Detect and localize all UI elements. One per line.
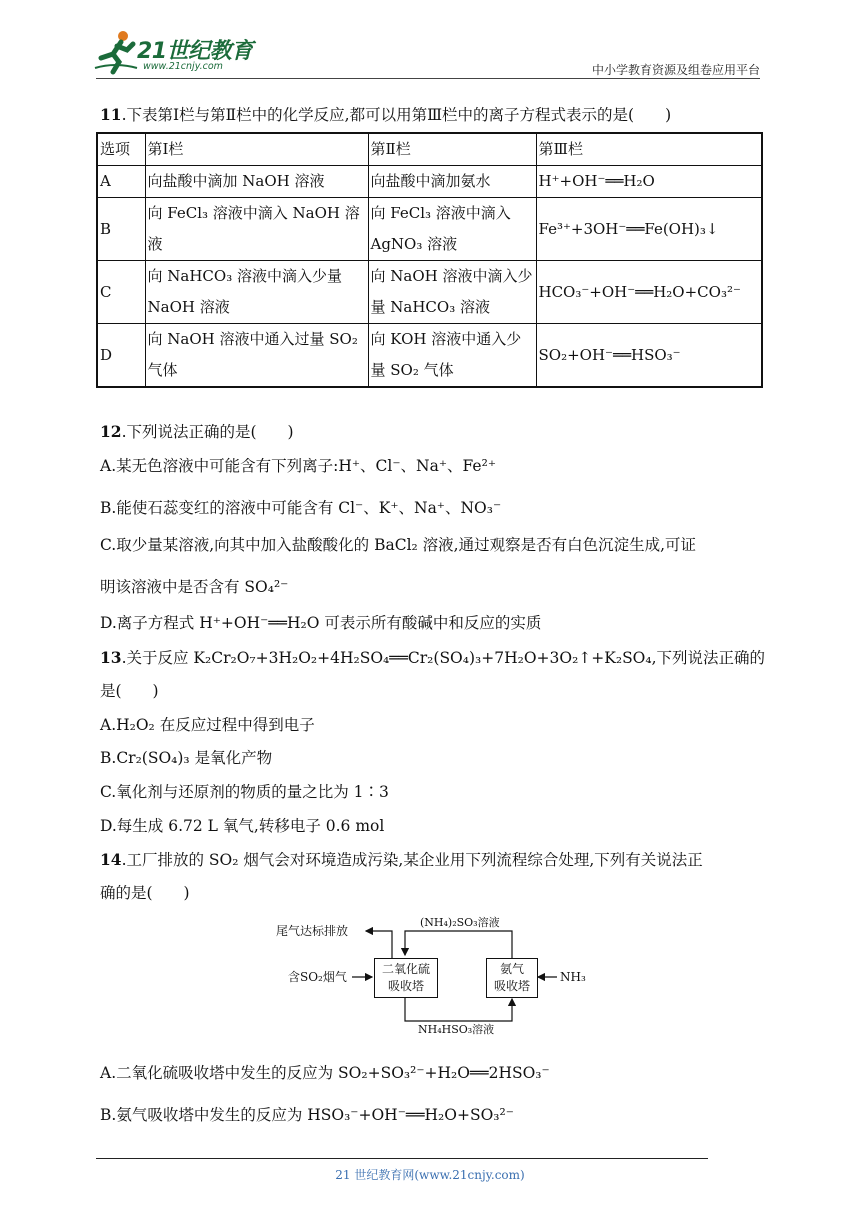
q11-stem-text: .下表第Ⅰ栏与第Ⅱ栏中的化学反应,都可以用第Ⅲ栏中的离子方程式表示的是( ) [121,106,672,124]
col3-cell: H⁺+OH⁻══H₂O [536,166,762,198]
footer-divider [96,1158,708,1159]
q13-stem-text: .关于反应 K₂Cr₂O₇+3H₂O₂+4H₂SO₄══Cr₂(SO₄)₃+7H₂O+3O₂↑+K₂SO₄,下列说法正确的 [121,649,766,667]
option-cell: C [97,261,145,324]
q12-option-d: D.离子方程式 H⁺+OH⁻══H₂O 可表示所有酸碱中和反应的实质 [100,614,542,632]
table-row [97,324,762,388]
box-line: 二氧化硫 [381,962,430,976]
box-line: 吸收塔 [493,979,530,993]
table-row [97,198,762,261]
process-flow-diagram [270,911,590,1037]
q11-number: 11 [100,105,122,124]
header-cell: 第Ⅲ栏 [536,133,762,166]
header-platform-text: 中小学教育资源及组卷应用平台 [591,63,760,77]
q14-stem-line2: 确的是( ) [100,884,190,902]
col1-cell: 向 FeCl₃ 溶液中滴入 NaOH 溶液 [145,198,368,261]
exhaust-label: 尾气达标排放 [276,924,349,938]
nh3-absorber-box [486,958,538,998]
q13-option-d: D.每生成 6.72 L 氧气,转移电子 0.6 mol [100,817,385,835]
q11-stem [100,104,671,126]
option-cell: D [97,324,145,388]
col3-cell: SO₂+OH⁻══HSO₃⁻ [536,324,762,388]
table-row [97,166,762,198]
logo-title: 21世纪教育 [137,39,253,64]
ammonium-bisulfite-label: NH₄HSO₃溶液 [418,1023,495,1036]
q13-option-c: C.氧化剂与还原剂的物质的量之比为 1∶3 [100,783,389,801]
table-header-row [97,133,762,166]
header-divider [96,78,760,79]
runner-logo-icon [93,28,139,76]
col2-cell: 向 FeCl₃ 溶液中滴入 AgNO₃ 溶液 [368,198,536,261]
q13-option-a: A.H₂O₂ 在反应过程中得到电子 [100,716,315,734]
q12-option-c-line1: C.取少量某溶液,向其中加入盐酸酸化的 BaCl₂ 溶液,通过观察是否有白色沉淀生成,可证 [100,536,697,554]
footer-link[interactable]: 21 世纪教育网(www.21cnjy.com) [335,1168,525,1182]
q12-stem [100,421,294,443]
q14-option-a: A.二氧化硫吸收塔中发生的反应为 SO₂+SO₃²⁻+H₂O══2HSO₃⁻ [100,1064,550,1082]
table-row [97,261,762,324]
q14-option-b: B.氨气吸收塔中发生的反应为 HSO₃⁻+OH⁻══H₂O+SO₃²⁻ [100,1106,514,1124]
col1-cell: 向盐酸中滴加 NaOH 溶液 [145,166,368,198]
col2-cell: 向 NaOH 溶液中滴入少量 NaHCO₃ 溶液 [368,261,536,324]
q14-number: 14 [100,850,122,869]
option-cell: A [97,166,145,198]
col3-cell: Fe³⁺+3OH⁻══Fe(OH)₃↓ [536,198,762,261]
col2-cell: 向 KOH 溶液中通入少量 SO₂ 气体 [368,324,536,388]
q13-stem-line1 [100,647,765,669]
box-line: 氨气 [499,962,524,976]
q13-number: 13 [100,648,122,667]
col1-cell: 向 NaOH 溶液中通入过量 SO₂ 气体 [145,324,368,388]
logo-url: www.21cnjy.com [143,61,223,72]
nh3-label: NH₃ [560,970,586,984]
flue-gas-label: 含SO₂烟气 [288,970,347,984]
col2-cell: 向盐酸中滴加氨水 [368,166,536,198]
q12-option-c-line2: 明该溶液中是否含有 SO₄²⁻ [100,578,289,596]
q12-option-a: A.某无色溶液中可能含有下列离子:H⁺、Cl⁻、Na⁺、Fe²⁺ [100,457,497,475]
q12-number: 12 [100,422,122,441]
header-cell: 选项 [97,133,145,166]
q11-table [96,132,763,388]
header-cell: 第Ⅰ栏 [145,133,368,166]
so2-absorber-box [374,958,438,998]
q14-stem-text: .工厂排放的 SO₂ 烟气会对环境造成污染,某企业用下列流程综合处理,下列有关说法正 [121,851,703,869]
q13-option-b: B.Cr₂(SO₄)₃ 是氧化产物 [100,749,273,767]
q12-option-b: B.能使石蕊变红的溶液中可能含有 Cl⁻、K⁺、Na⁺、NO₃⁻ [100,499,502,517]
col3-cell: HCO₃⁻+OH⁻══H₂O+CO₃²⁻ [536,261,762,324]
header-cell: 第Ⅱ栏 [368,133,536,166]
ammonium-sulfite-label: (NH₄)₂SO₃溶液 [420,916,500,929]
q14-stem-line1 [100,849,703,871]
option-cell: B [97,198,145,261]
site-logo [93,28,263,76]
box-line: 吸收塔 [387,979,424,993]
q13-stem-line2: 是( ) [100,682,159,700]
q12-stem-text: .下列说法正确的是( ) [121,423,294,441]
col1-cell: 向 NaHCO₃ 溶液中滴入少量 NaOH 溶液 [145,261,368,324]
